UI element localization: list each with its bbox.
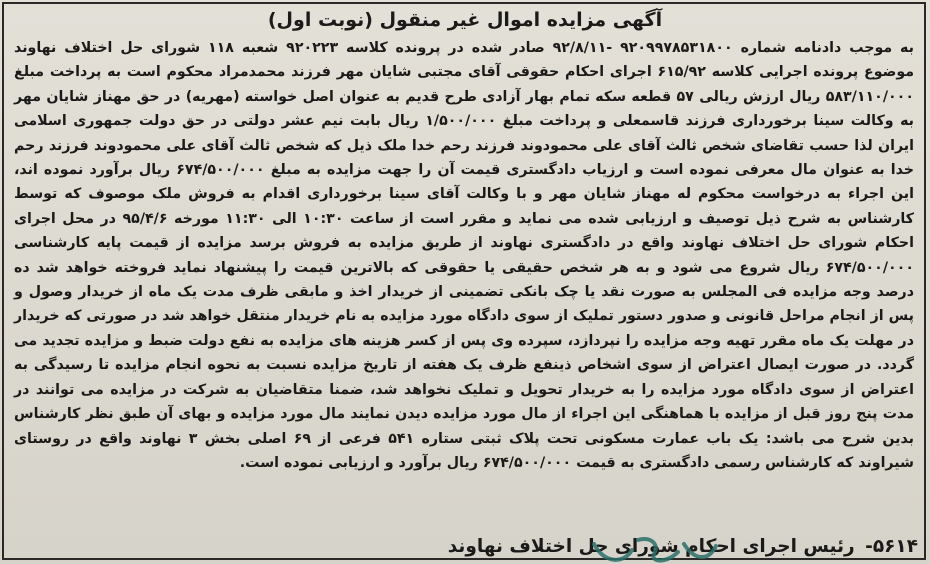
notice-title: آگهی مزایده اموال غیر منقول (نوبت اول) [267, 9, 663, 31]
notice-code: ۵۶۱۴- [865, 536, 918, 557]
notice-signature: رئیس اجرای احکام شورای حل اختلاف نهاوند [447, 536, 855, 557]
notice-body: به موجب دادنامه شماره ۹۲۰۹۹۷۸۵۳۱۸۰۰ -۹۲/۸/۱۱ صادر شده در پرونده کلاسه ۹۲۰۲۲۳ شعبه ۱۱۸ شورای حل اختلاف نهاوند موضوع پرونده اجرایی کلاسه ۶۱۵/۹۲ اجرای احکام حقوقی آقای مجتبی شایان مهر فرزند محمدمراد محکوم است به پرداخت مبلغ ۵۸۳/۱۱۰/۰۰۰ ریال ارزش ریالی ۵۷ قطعه سکه تمام بهار آزادی طرح قدیم به عنوان اصل خواسته (مهریه) در حق مهناز شایان مهر به وکالت سینا برخورداری فرزند قاسمعلی و پرداخت مبلغ ۱/۵۰۰/۰۰۰ ریال بابت نیم عشر دولتی در حق دولت جمهوری اسلامی ایران لذا حسب تقاضای شخص ثالث آقای علی محمودوند فرزند رحم خدا ملک ذیل که شخص ثالث آقای علی محمودوند فرزند رحم خدا به عنوان مال معرفی نموده است و ارزیاب دادگستری قیمت آن را جهت مزایده به مبلغ ۶۷۴/۵۰۰/۰۰۰ ریال برآورد نموده اند، این اجراء به درخواست محکوم له مهناز شایان مهر و با وکالت آقای سینا برخورداری اقدام به فروش ملک موصوف که توسط کارشناس به شرح ذیل توصیف و ارزیابی شده می نماید و مقرر است از ساعت ۱۰:۳۰ الی ۱۱:۳۰ مورخه ۹۵/۴/۶ در محل اجرای احکام شورای حل اختلاف نهاوند واقع در دادگستری نهاوند از طریق مزایده به فروش برسد مزایده از قیمت پایه کارشناسی ۶۷۴/۵۰۰/۰۰۰ ریال شروع می شود و به هر شخص حقیقی یا حقوقی که بالاترین قیمت را پیشنهاد نماید فروخته خواهد شد ده درصد وجه مزایده فی المجلس به صورت نقد یا چک بانکی تضمینی از خریدار اخذ و مابقی ظرف مدت یک ماه از خریدار وصول و پس از انجام مراحل قانونی و صدور دستور تملیک از سوی دادگاه مورد مزایده به نام خریدار منتقل خواهد شد در صورتی که خریدار در مهلت یک ماه مقرر تهیه وجه مزایده را نپردازد، سپرده وی پس از کسر هزینه های مزایده به نفع دولت ضبط و مزایده تجدید می گردد. در صورت ایصال اعتراض از سوی اشخاص ذینفع ظرف یک هفته از تاریخ مزایده نسبت به نحوه انجام مزایده تا رسیدگی به اعتراض از سوی دادگاه مورد مزایده را به خریدار تحویل و تملیک نخواهد شد، ضمنا متقاضیان به شرکت در مزایده می توانند در مدت پنج روز قبل از مزایده با هماهنگی این اجراء از مال مورد مزایده دیدن نمایند مال مورد مزایده و بهای آن طبق نظر کارشناس بدین شرح می باشد: یک باب عمارت مسکونی تحت پلاک ثبتی ستاره ۵۴۱ فرعی از ۶۹ اصلی بخش ۳ نهاوند واقع در روستای شیراوند که کارشناس رسمی دادگستری به قیمت ۶۷۴/۵۰۰/۰۰۰ ریال برآورد و ارزیابی نموده است. [14, 40, 914, 471]
handwritten-mark [590, 534, 720, 564]
